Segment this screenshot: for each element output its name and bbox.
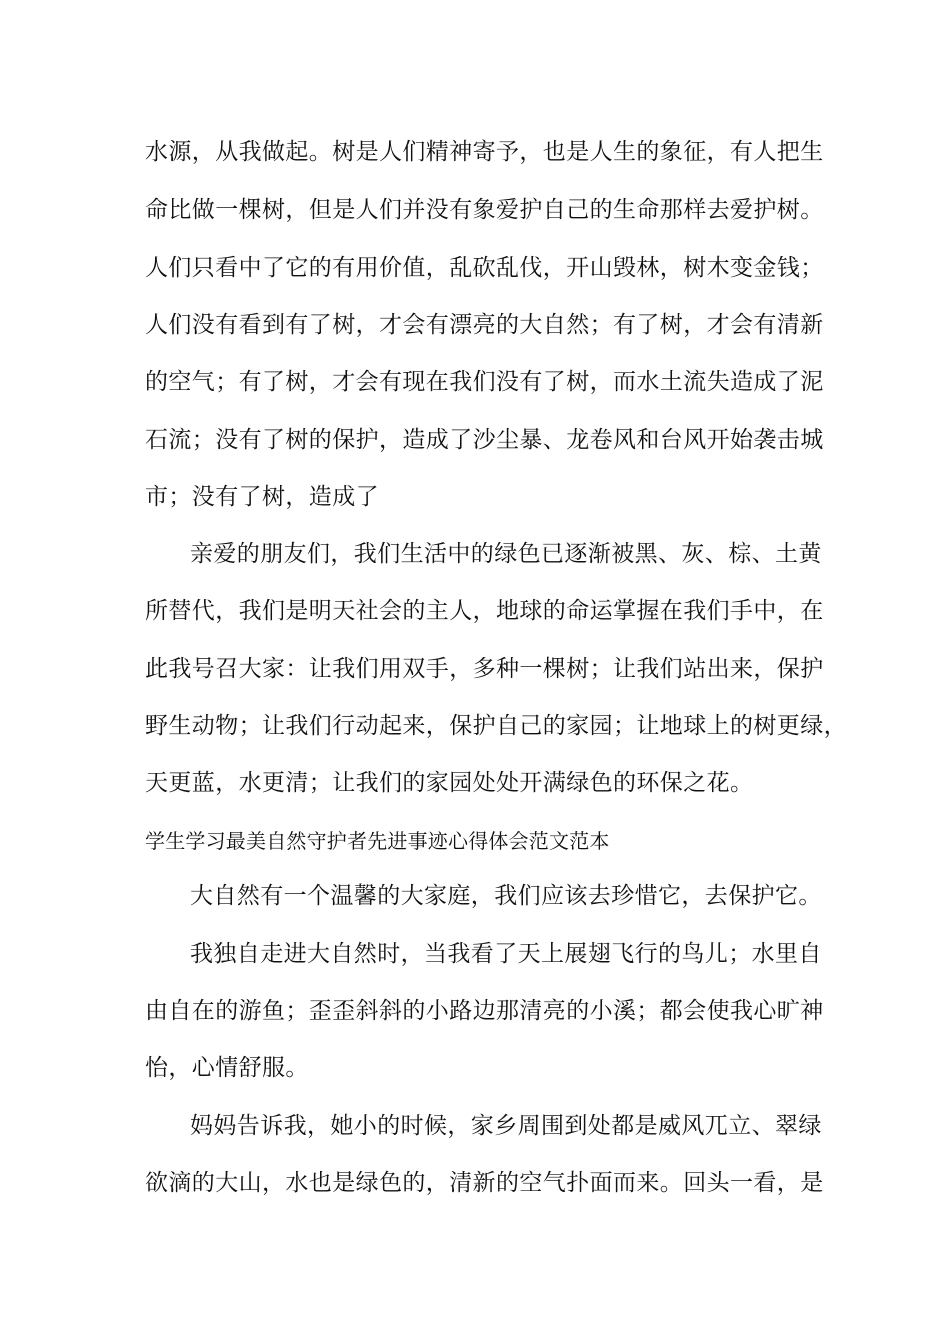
paragraph-2-line-5: 天更蓝，水更清；让我们的家园处处开满绿色的环保之花。: [145, 770, 754, 796]
paragraph-1-line-3: 人们只看中了它的有用价值，乱砍乱伐，开山毁林，树木变金钱；: [145, 255, 824, 281]
section-heading: 学生学习最美自然守护者先进事迹心得体会范文范本: [145, 829, 610, 853]
paragraph-2-line-1: 亲爱的朋友们，我们生活中的绿色已逐渐被黑、灰、棕、土黄: [190, 541, 822, 567]
paragraph-2-line-3: 此我号召大家：让我们用双手，多种一棵树；让我们站出来，保护: [145, 656, 824, 682]
paragraph-4-line-2: 由自在的游鱼；歪歪斜斜的小路边那清亮的小溪；都会使我心旷神: [145, 998, 824, 1024]
paragraph-1-line-1: 水源，从我做起。树是人们精神寄予，也是人生的象征，有人把生: [145, 139, 824, 165]
paragraph-5-line-2: 欲滴的大山，水也是绿色的，清新的空气扑面而来。回头一看，是: [145, 1170, 824, 1196]
paragraph-1-line-6: 石流；没有了树的保护，造成了沙尘暴、龙卷风和台风开始袭击城: [145, 427, 824, 453]
paragraph-4-line-3: 怡，心情舒服。: [145, 1055, 309, 1081]
paragraph-2-line-2: 所替代，我们是明天社会的主人，地球的命运掌握在我们手中，在: [145, 598, 824, 624]
paragraph-1-line-7: 市；没有了树，造成了: [145, 484, 379, 510]
paragraph-3-line-1: 大自然有一个温馨的大家庭，我们应该去珍惜它，去保护它。: [190, 883, 822, 909]
paragraph-4-line-1: 我独自走进大自然时，当我看了天上展翅飞行的鸟儿；水里自: [190, 941, 822, 967]
paragraph-5-line-1: 妈妈告诉我，她小的时候，家乡周围到处都是威风兀立、翠绿: [190, 1113, 822, 1139]
paragraph-1-line-5: 的空气；有了树，才会有现在我们没有了树，而水土流失造成了泥: [145, 369, 824, 395]
paragraph-1-line-2: 命比做一棵树，但是人们并没有象爱护自己的生命那样去爱护树。: [145, 197, 824, 223]
paragraph-2-line-4: 野生动物；让我们行动起来，保护自己的家园；让地球上的树更绿，: [145, 713, 847, 739]
paragraph-1-line-4: 人们没有看到有了树，才会有漂亮的大自然；有了树，才会有清新: [145, 312, 824, 338]
